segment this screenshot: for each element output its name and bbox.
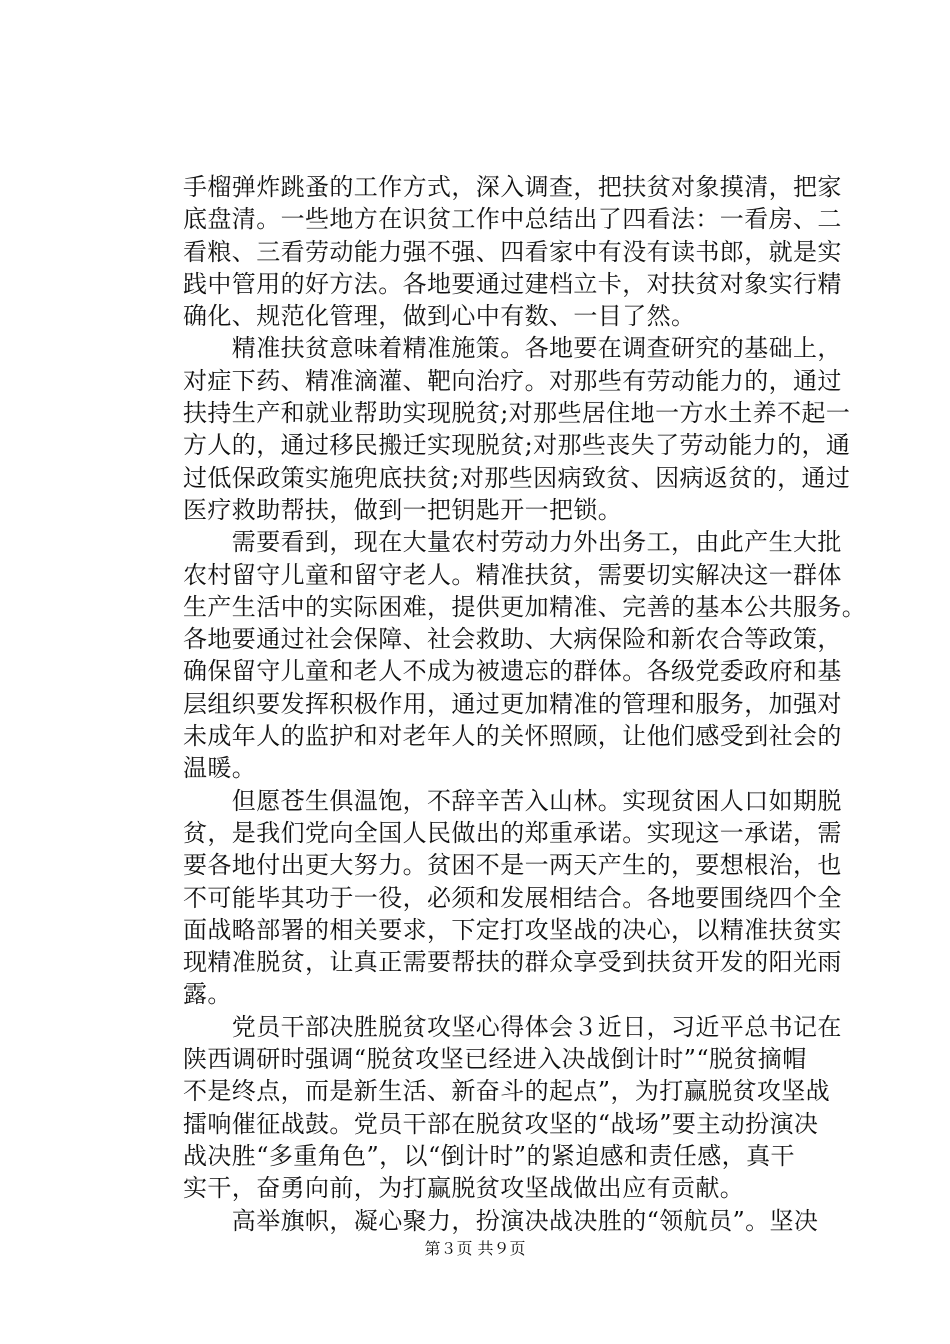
text-line: 扶持生产和就业帮助实现脱贫;对那些居住地一方水土养不起一 xyxy=(183,399,851,428)
text-line: 不可能毕其功于一役，必须和发展相结合。各地要围绕四个全 xyxy=(183,883,842,912)
text-line: 确化、规范化管理，做到心中有数、一目了然。 xyxy=(183,302,696,331)
text-line: 农村留守儿童和留守老人。精准扶贫，需要切实解决这一群体 xyxy=(183,560,842,589)
text-line: 看粮、三看劳动能力强不强、四看家中有没有读书郎，就是实 xyxy=(183,237,842,266)
page-number: 第３页 共９页 xyxy=(424,1239,526,1258)
text-line: 现精准脱贫，让真正需要帮扶的群众享受到扶贫开发的阳光雨 xyxy=(183,948,842,977)
text-line: 生产生活中的实际困难，提供更加精准、完善的基本公共服务。 xyxy=(183,592,867,621)
text-line: 要各地付出更大努力。贫困不是一两天产生的，要想根治，也 xyxy=(183,851,842,880)
text-line: 底盘清。一些地方在识贫工作中总结出了四看法：一看房、二 xyxy=(183,205,842,234)
text-line: 过低保政策实施兜底扶贫;对那些因病致贫、因病返贫的，通过 xyxy=(183,463,851,492)
text-line: 践中管用的好方法。各地要通过建档立卡，对扶贫对象实行精 xyxy=(183,269,842,298)
text-line: 党员干部决胜脱贫攻坚心得体会３近日，习近平总书记在 xyxy=(183,1012,842,1041)
text-line: 擂响催征战鼓。党员干部在脱贫攻坚的“战场”要主动扮演决 xyxy=(183,1109,819,1138)
text-line: 未成年人的监护和对老年人的关怀照顾，让他们感受到社会的 xyxy=(183,722,842,751)
text-line: 精准扶贫意味着精准施策。各地要在调查研究的基础上， xyxy=(183,334,842,363)
text-line: 贫，是我们党向全国人民做出的郑重承诺。实现这一承诺，需 xyxy=(183,818,842,847)
text-line: 但愿苍生俱温饱，不辞辛苦入山林。实现贫困人口如期脱 xyxy=(183,786,842,815)
text-line: 各地要通过社会保障、社会救助、大病保险和新农合等政策， xyxy=(183,625,842,654)
text-line: 战决胜“多重角色”，以“倒计时”的紧迫感和责任感，真干 xyxy=(183,1141,795,1170)
text-line: 手榴弹炸跳蚤的工作方式，深入调查，把扶贫对象摸清，把家 xyxy=(183,173,842,201)
text-line: 不是终点，而是新生活、新奋斗的起点”，为打赢脱贫攻坚战 xyxy=(183,1077,831,1106)
text-line: 需要看到，现在大量农村劳动力外出务工，由此产生大批 xyxy=(183,528,842,557)
text-line: 对症下药、精准滴灌、靶向治疗。对那些有劳动能力的，通过 xyxy=(183,366,842,395)
text-line: 医疗救助帮扶，做到一把钥匙开一把锁。 xyxy=(183,495,623,524)
text-line: 层组织要发挥积极作用，通过更加精准的管理和服务，加强对 xyxy=(183,689,842,718)
text-line: 实干，奋勇向前，为打赢脱贫攻坚战做出应有贡献。 xyxy=(183,1174,745,1203)
text-line: 确保留守儿童和老人不成为被遗忘的群体。各级党委政府和基 xyxy=(183,657,842,686)
text-line: 温暖。 xyxy=(183,754,257,783)
document-body xyxy=(183,171,867,1237)
text-line: 面战略部署的相关要求，下定打攻坚战的决心，以精准扶贫实 xyxy=(183,915,842,944)
text-line: 露。 xyxy=(183,980,232,1009)
text-line: 陕西调研时强调“脱贫攻坚已经进入决战倒计时”“脱贫摘帽 xyxy=(183,1045,807,1074)
text-line: 方人的，通过移民搬迁实现脱贫;对那些丧失了劳动能力的，通 xyxy=(183,431,851,460)
text-line: 高举旗帜，凝心聚力，扮演决战决胜的“领航员”。坚决 xyxy=(183,1206,819,1235)
